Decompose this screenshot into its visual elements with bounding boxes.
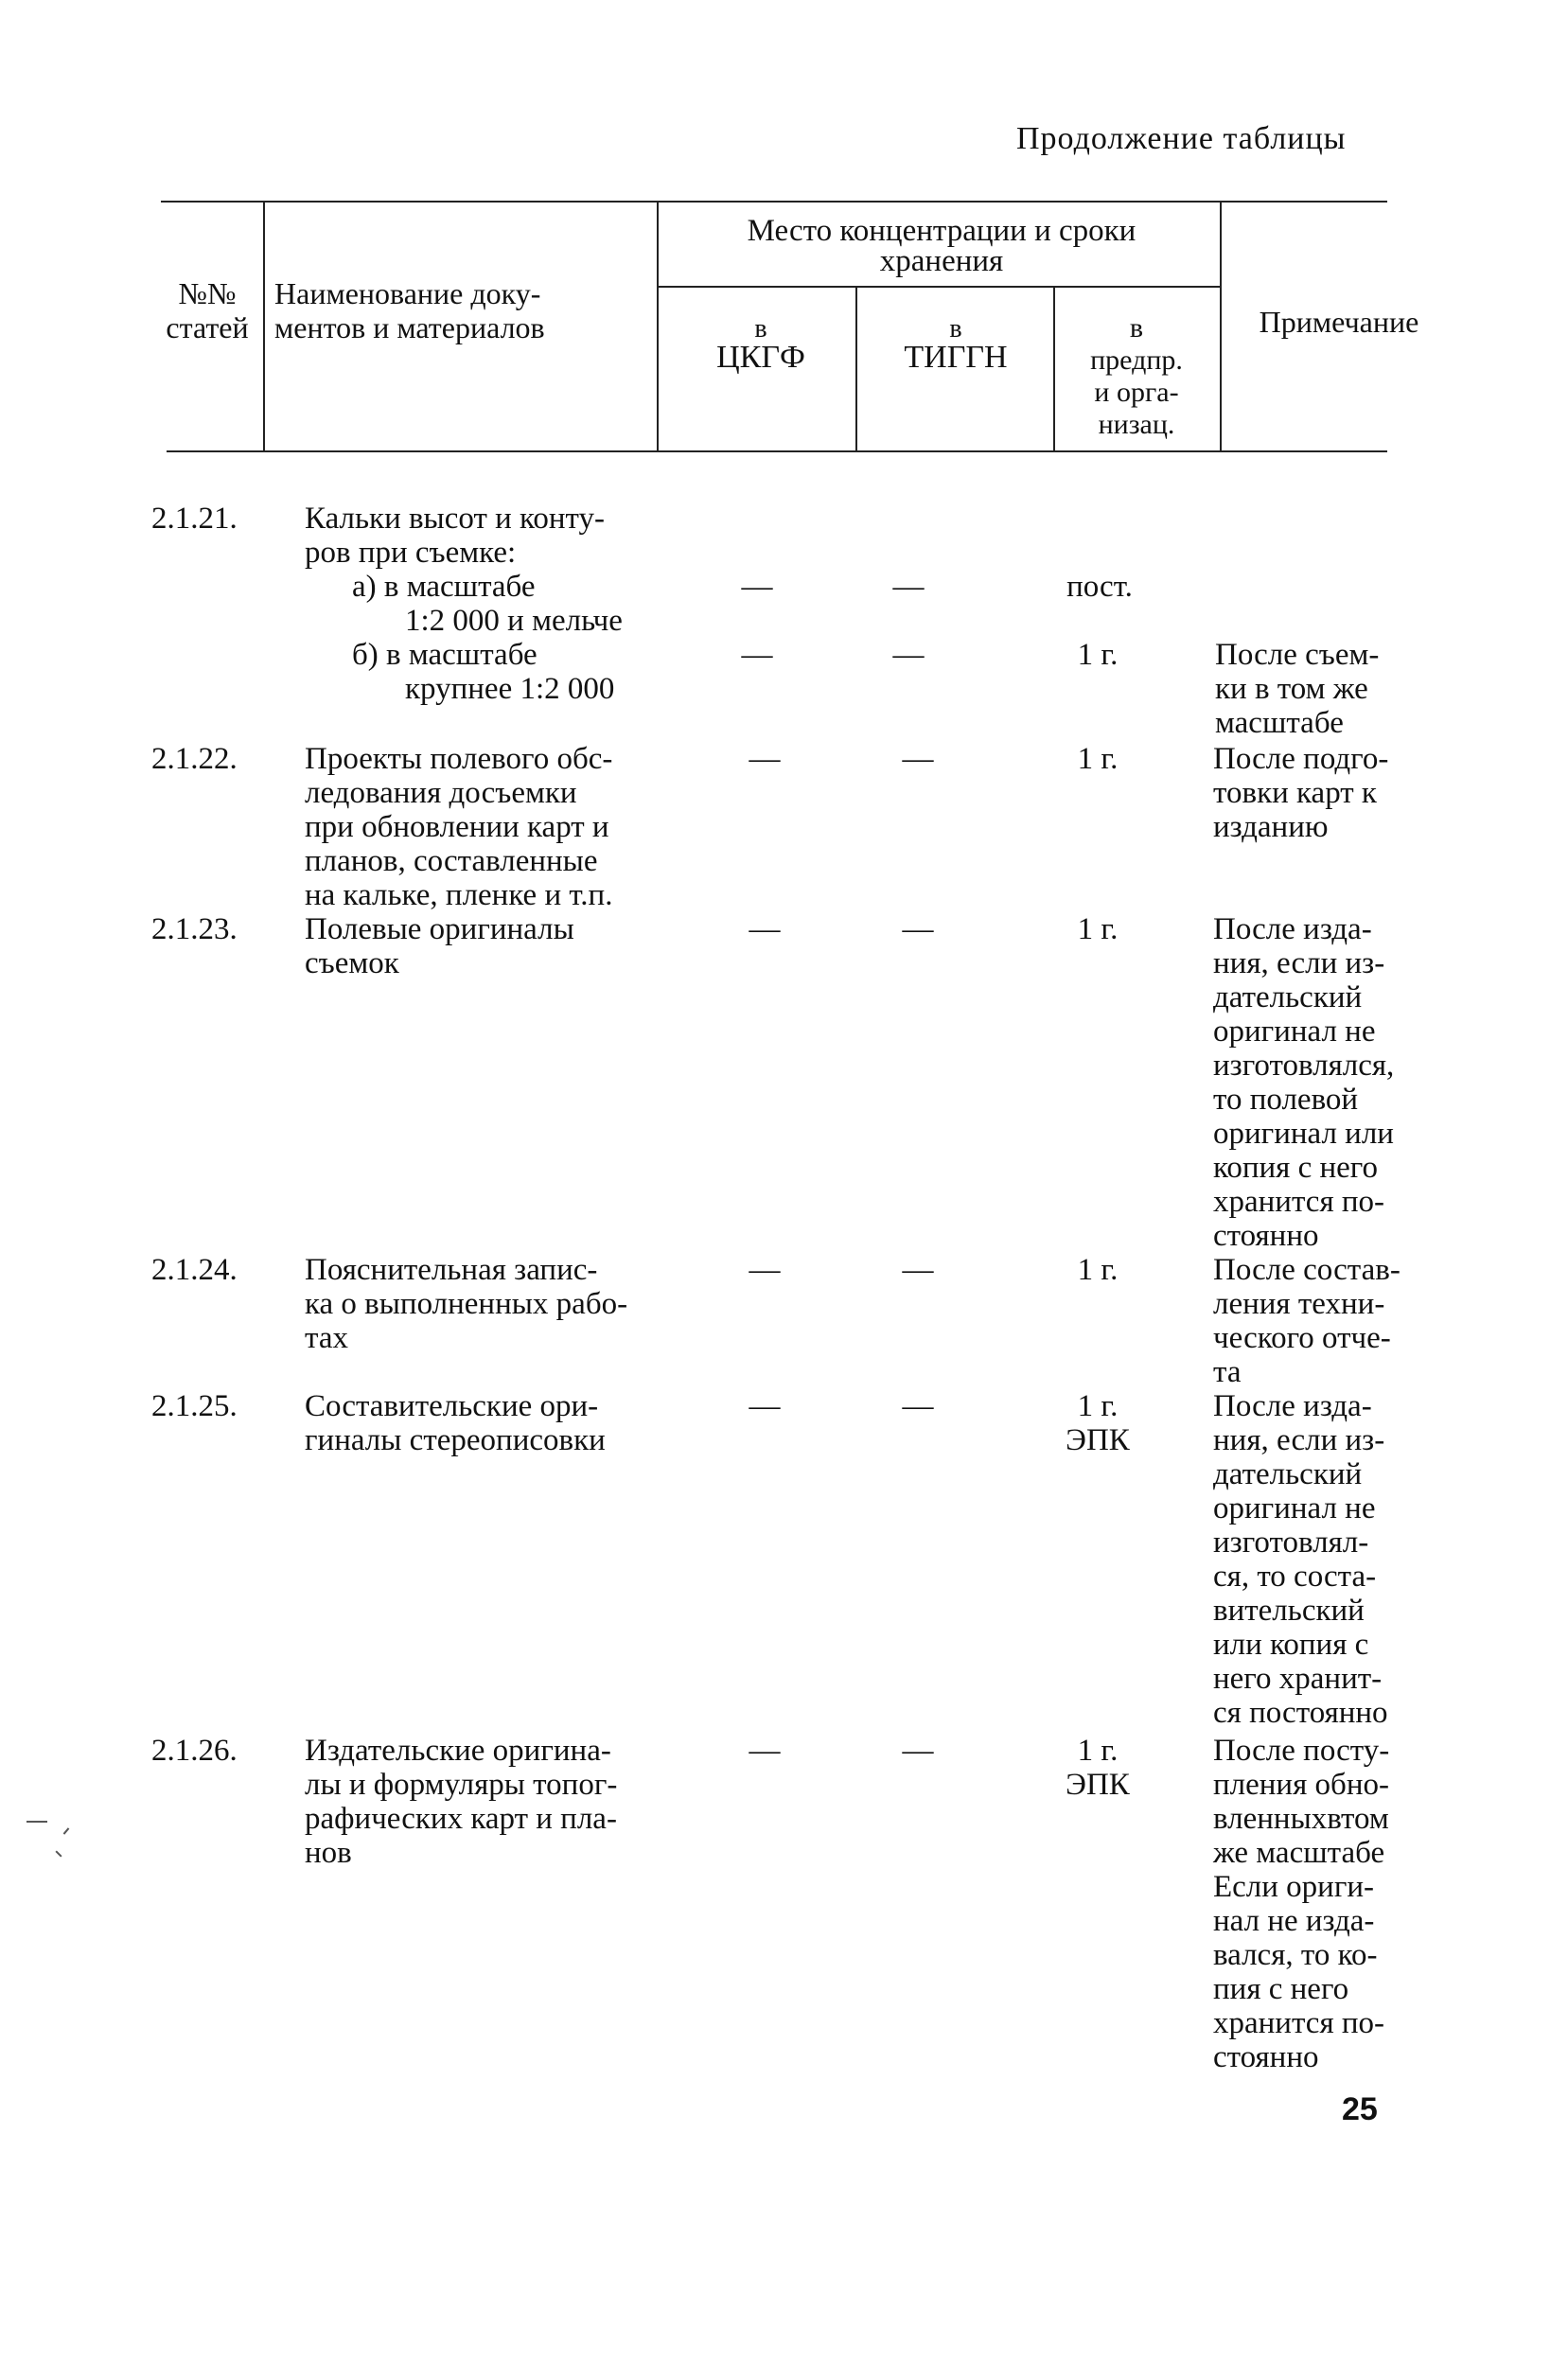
header-tiggn-prefix: в xyxy=(949,314,962,344)
subitem-continuation: крупнее 1:2 000 xyxy=(405,672,615,706)
row-number: 2.1.24. xyxy=(151,1253,238,1287)
row-number: 2.1.26. xyxy=(151,1734,238,1768)
cell-org: 1 г. ЭПК xyxy=(1066,1734,1130,1802)
row-number: 2.1.23. xyxy=(151,912,238,946)
cell-tiggn: — xyxy=(902,742,934,776)
header-divider-4 xyxy=(1053,287,1055,450)
cell-org: 1 г. xyxy=(1077,1253,1119,1287)
subitem-label: б) в масштабе xyxy=(352,638,537,672)
cell-tiggn: — xyxy=(902,1389,934,1423)
cell-note: После подго- товки карт к изданию xyxy=(1213,742,1389,844)
row-number: 2.1.22. xyxy=(151,742,238,776)
cell-org: 1 г. xyxy=(1077,638,1119,672)
header-ckgf-prefix: в xyxy=(754,314,767,344)
cell-ckgf: — xyxy=(741,638,773,672)
cell-note: После изда- ния, если из- дательский оригинал не изготовлял- ся, то соста- вительский или копия с него хранит- ся постоянно xyxy=(1213,1389,1388,1730)
cell-ckgf: — xyxy=(749,912,781,946)
cell-note: После съем- ки в том же масштабе xyxy=(1215,638,1380,740)
cell-tiggn: — xyxy=(902,1734,934,1768)
subitem-label: а) в масштабе xyxy=(352,570,536,604)
row-name: Пояснительная запис- ка о выполненных рабо- тах xyxy=(305,1253,628,1355)
row-name: Издательские оригина- лы и формуляры топог- рафических карт и пла- нов xyxy=(305,1734,618,1870)
row-number: 2.1.25. xyxy=(151,1389,238,1423)
row-name: Полевые оригиналы съемок xyxy=(305,912,574,980)
cell-ckgf: — xyxy=(749,1253,781,1287)
cell-tiggn: — xyxy=(892,638,925,672)
cell-ckgf: — xyxy=(749,1734,781,1768)
header-divider-2 xyxy=(657,203,659,450)
cell-org: 1 г. xyxy=(1077,912,1119,946)
header-col-org: в предпр. и орга- низац. xyxy=(1090,312,1183,440)
header-col-group: Место концентрации и сроки хранения xyxy=(747,214,1136,278)
row-name: Проекты полевого обс- ледования досъемки при обновлении карт и планов, составленные на кальке, пленке и т.п. xyxy=(305,742,613,912)
header-bottom-rule xyxy=(167,450,1387,452)
header-col-note: Примечание xyxy=(1259,305,1419,339)
cell-org: пост. xyxy=(1066,570,1133,604)
header-col-ckgf: ЦКГФ xyxy=(716,340,805,375)
cell-note: После посту- пления обно- вленныхвтом же масштабе Если ориги- нал не изда- вался, то ко- пия с него хранится по- стоянно xyxy=(1213,1734,1390,2074)
header-col-num: №№ статей xyxy=(166,276,249,344)
cell-org: 1 г. ЭПК xyxy=(1066,1389,1130,1457)
scan-mark xyxy=(26,1821,47,1823)
header-col-name: Наименование доку- ментов и материалов xyxy=(274,276,545,344)
row-name: Кальки высот и конту- ров при съемке: xyxy=(305,502,606,570)
scan-mark xyxy=(55,1850,62,1857)
subitem-continuation: 1:2 000 и мельче xyxy=(405,604,623,638)
scan-mark xyxy=(63,1827,70,1834)
cell-tiggn: — xyxy=(902,1253,934,1287)
cell-ckgf: — xyxy=(749,1389,781,1423)
cell-ckgf: — xyxy=(749,742,781,776)
cell-note: После изда- ния, если из- дательский оригинал не изготовлялся, то полевой оригинал или копия с него хранится по- стоянно xyxy=(1213,912,1395,1253)
header-group-rule xyxy=(657,286,1221,288)
cell-tiggn: — xyxy=(902,912,934,946)
page-number: 25 xyxy=(1342,2091,1378,2127)
cell-ckgf: — xyxy=(741,570,773,604)
header-divider-3 xyxy=(855,287,857,450)
row-name: Составительские ори- гиналы стереописовки xyxy=(305,1389,606,1457)
page-caption: Продолжение таблицы xyxy=(1016,121,1347,156)
row-number: 2.1.21. xyxy=(151,502,238,536)
header-divider-1 xyxy=(263,203,265,450)
header-col-tiggn: ТИГГН xyxy=(904,340,1008,375)
cell-note: После состав- ления техни- ческого отче- та xyxy=(1213,1253,1401,1389)
header-top-rule xyxy=(161,201,1387,203)
cell-org: 1 г. xyxy=(1077,742,1119,776)
cell-tiggn: — xyxy=(892,570,925,604)
